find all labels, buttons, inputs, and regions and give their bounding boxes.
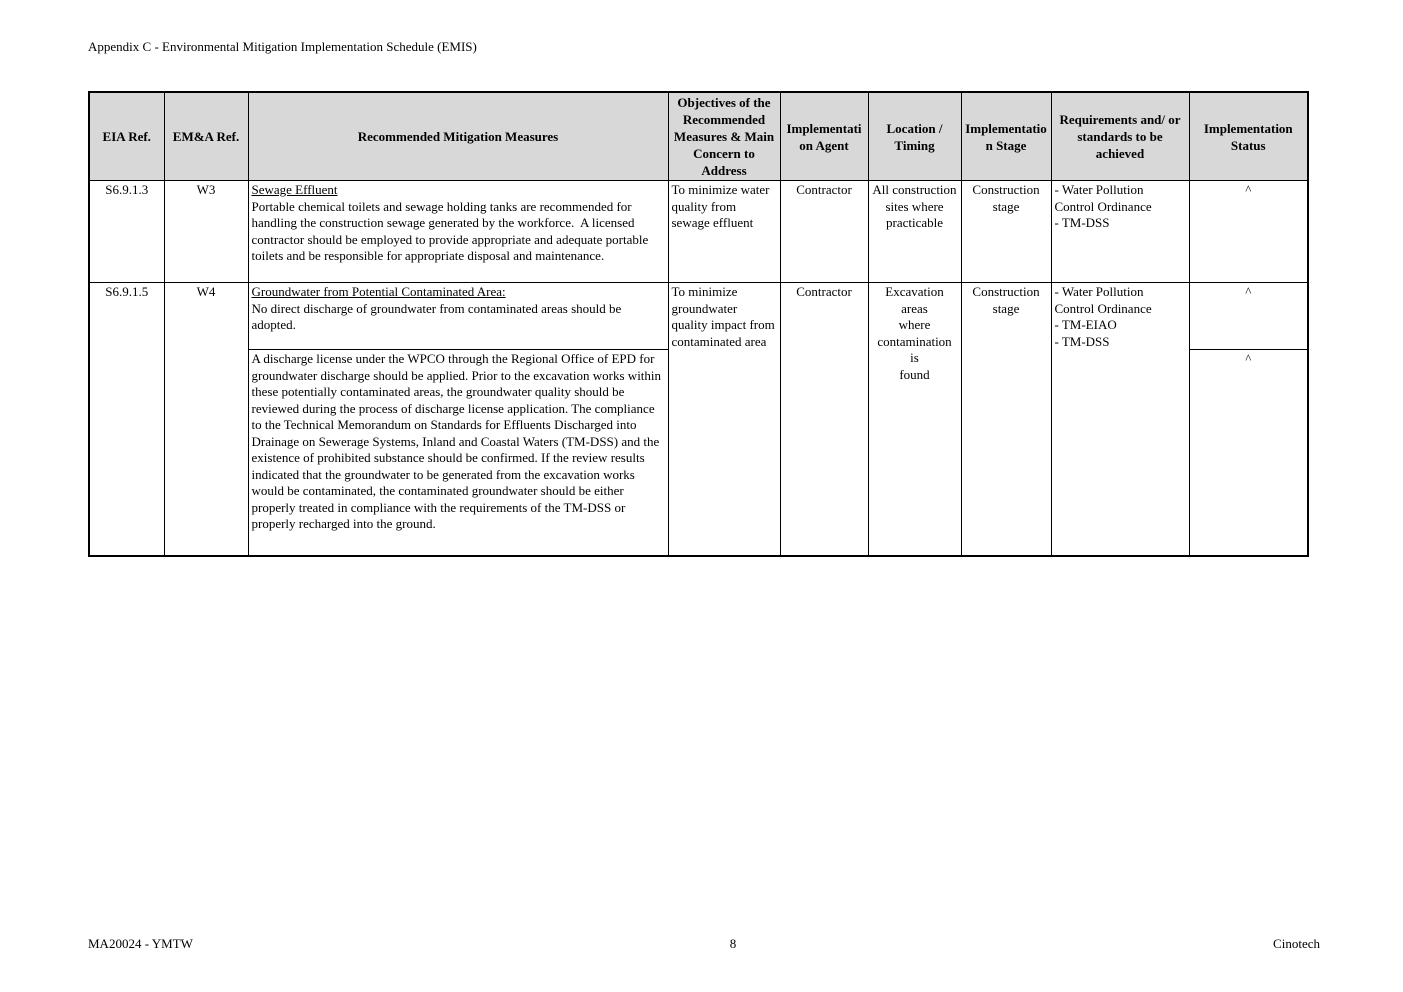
document-title: Appendix C - Environmental Mitigation Implementation Schedule (EMIS) (88, 39, 477, 54)
cell-stage: Construction stage (961, 181, 1051, 283)
cell-location-timing: Excavation areas where contamination is found (868, 283, 961, 556)
cell-measures (248, 283, 668, 350)
measure-heading: Groundwater from Potential Contaminated Area: (251, 284, 506, 299)
cell-ema-ref: W3 (164, 181, 248, 283)
col-header-agent: Implementati on Agent (780, 92, 868, 181)
cell-objective: To minimize water quality from sewage effluent (668, 181, 780, 283)
cell-eia-ref: S6.9.1.3 (89, 181, 164, 283)
col-header-ema-ref: EM&A Ref. (164, 92, 248, 181)
col-header-objectives: Objectives of the Recommended Measures & Main Concern to Address (668, 92, 780, 181)
cell-status: ^ (1189, 350, 1308, 556)
measure-body: Portable chemical toilets and sewage holding tanks are recommended for handling the construction sewage generated by the workforce. A licensed contractor should be employed to provide appropriate and adequate portable toilets and be responsible for appropriate disposal and maintenance. (251, 198, 652, 263)
footer-page-number: 8 (729, 936, 737, 951)
col-header-location-timing: Location / Timing (868, 92, 961, 181)
cell-location-timing: All construction sites where practicable (868, 181, 961, 283)
emis-table (88, 91, 1309, 557)
cell-measures (248, 181, 668, 283)
col-header-stage: Implementatio n Stage (961, 92, 1051, 181)
cell-eia-ref: S6.9.1.5 (89, 283, 164, 556)
footer-company: Cinotech (1273, 936, 1320, 951)
cell-stage: Construction stage (961, 283, 1051, 556)
col-header-eia-ref: EIA Ref. (89, 92, 164, 181)
table-header-row (89, 92, 1308, 181)
table-row (89, 283, 1308, 350)
cell-agent: Contractor (780, 181, 868, 283)
measure-heading: Sewage Effluent (251, 182, 338, 197)
cell-status: ^ (1189, 181, 1308, 283)
measure-body: A discharge license under the WPCO through the Regional Office of EPD for groundwater discharge should be applied. Prior to the excavation works within these potentially contaminated areas, the groundwater quality should be reviewed during the process of discharge license application. The compliance to the Technical Memorandum on Standards for Effluents Discharged into Drainage on Sewerage Systems, Inland and Coastal Waters (TM-DSS) and the existence of prohibited substance should be confirmed. If the review results indicated that the groundwater to be generated from the excavation works would be contaminated, the contaminated groundwater should be either properly treated in compliance with the requirements of the TM-DSS or properly recharged into the ground. (251, 351, 665, 531)
table-row (89, 181, 1308, 283)
cell-requirements: - Water Pollution Control Ordinance - TM-EIAO - TM-DSS (1051, 283, 1189, 556)
footer-project-ref: MA20024 - YMTW (88, 936, 193, 951)
cell-status: ^ (1189, 283, 1308, 350)
col-header-measures: Recommended Mitigation Measures (248, 92, 668, 181)
cell-measures (248, 350, 668, 556)
cell-agent: Contractor (780, 283, 868, 556)
cell-requirements: - Water Pollution Control Ordinance - TM-DSS (1051, 181, 1189, 283)
cell-ema-ref: W4 (164, 283, 248, 556)
col-header-requirements: Requirements and/ or standards to be achieved (1051, 92, 1189, 181)
cell-objective: To minimize groundwater quality impact from contaminated area (668, 283, 780, 556)
col-header-status: Implementation Status (1189, 92, 1308, 181)
page-footer (88, 936, 1320, 952)
measure-body: No direct discharge of groundwater from contaminated areas should be adopted. (251, 300, 625, 332)
